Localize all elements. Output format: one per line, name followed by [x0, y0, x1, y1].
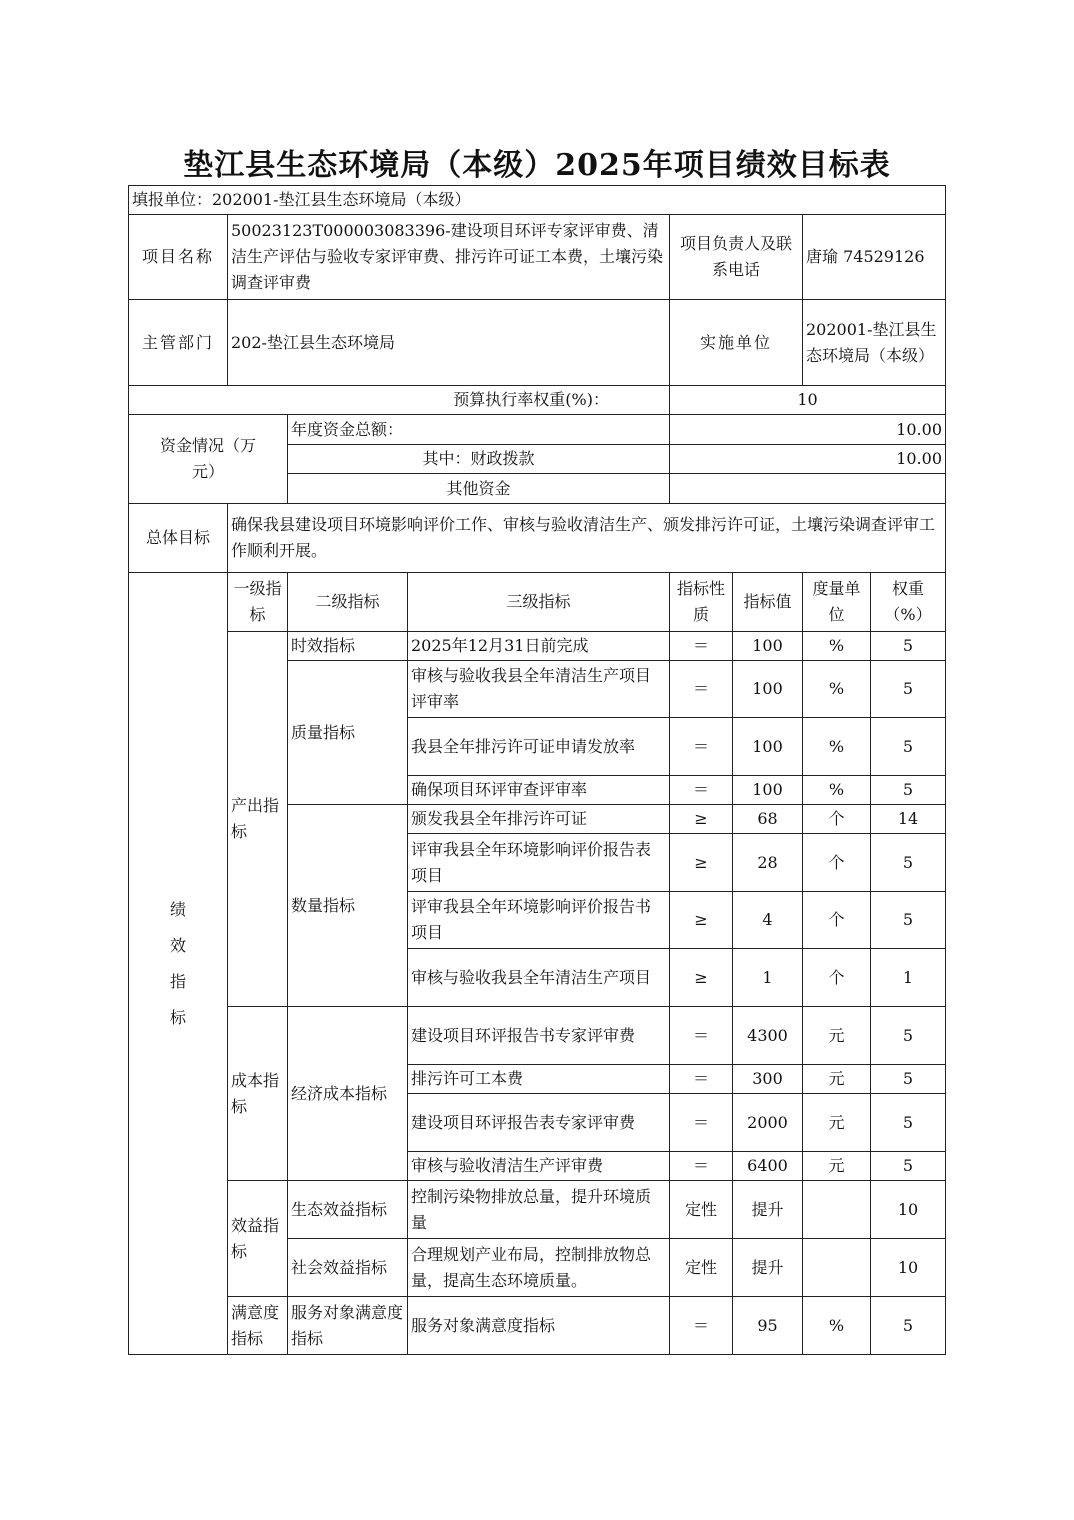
indicator-unit: % — [803, 1297, 871, 1355]
indicator-name: 审核与验收我县全年清洁生产项目 — [408, 949, 670, 1007]
budget-rate-value: 10 — [670, 386, 946, 415]
group-satisfaction: 满意度指标 — [228, 1297, 288, 1355]
indicator-nature: ≥ — [670, 834, 733, 892]
indicator-weight: 5 — [871, 892, 946, 949]
header-l2: 二级指标 — [288, 573, 408, 632]
indicator-weight: 5 — [871, 1065, 946, 1094]
table-row — [129, 632, 946, 661]
indicator-unit — [803, 1239, 871, 1297]
indicator-value: 28 — [733, 834, 803, 892]
table-row — [129, 1297, 946, 1355]
indicator-name: 审核与验收我县全年清洁生产项目评审率 — [408, 661, 670, 718]
group-econ-cost: 经济成本指标 — [288, 1007, 408, 1181]
indicator-unit: % — [803, 718, 871, 776]
indicator-value: 100 — [733, 776, 803, 805]
funds-label: 资金情况（万元） — [129, 415, 288, 504]
indicator-name: 控制污染物排放总量，提升环境质量 — [408, 1181, 670, 1239]
header-l1: 一级指标 — [228, 573, 288, 632]
performance-target-table — [128, 185, 946, 1355]
other-funds-label: 其他资金 — [288, 474, 670, 504]
total-funds-value: 10.00 — [670, 415, 946, 445]
indicator-unit: 个 — [803, 834, 871, 892]
indicator-unit: 元 — [803, 1007, 871, 1065]
fill-unit: 填报单位：202001-垫江县生态环境局（本级） — [129, 186, 946, 215]
overall-goal-label: 总体目标 — [129, 504, 228, 573]
group-timeliness: 时效指标 — [288, 632, 408, 661]
dept-value: 202-垫江县生态环境局 — [228, 300, 670, 386]
indicator-weight: 5 — [871, 1297, 946, 1355]
indicator-value: 100 — [733, 661, 803, 718]
group-service-satisfaction: 服务对象满意度指标 — [288, 1297, 408, 1355]
project-leader-label: 项目负责人及联系电话 — [670, 215, 803, 300]
indicator-value: 100 — [733, 718, 803, 776]
overall-goal-text: 确保我县建设项目环境影响评价工作、审核与验收清洁生产、颁发排污许可证，土壤污染调查评审工作顺利开展。 — [228, 504, 946, 573]
indicator-nature: ≥ — [670, 805, 733, 834]
fiscal-funds-label: 其中：财政拨款 — [288, 445, 670, 474]
impl-unit-value: 202001-垫江县生态环境局（本级） — [803, 300, 946, 386]
group-output: 产出指标 — [228, 632, 288, 1007]
indicator-unit: 元 — [803, 1065, 871, 1094]
indicator-value: 95 — [733, 1297, 803, 1355]
indicator-value: 2000 — [733, 1094, 803, 1152]
indicator-unit: % — [803, 661, 871, 718]
group-cost: 成本指标 — [228, 1007, 288, 1181]
indicator-weight: 5 — [871, 834, 946, 892]
indicator-name: 2025年12月31日前完成 — [408, 632, 670, 661]
other-funds-value — [670, 474, 946, 504]
indicator-unit — [803, 1181, 871, 1239]
indicator-nature: ＝ — [670, 661, 733, 718]
indicator-name: 建设项目环评报告表专家评审费 — [408, 1094, 670, 1152]
group-eco-benefit: 生态效益指标 — [288, 1181, 408, 1239]
indicator-nature: ＝ — [670, 1065, 733, 1094]
indicator-name: 我县全年排污许可证申请发放率 — [408, 718, 670, 776]
indicator-nature: ≥ — [670, 892, 733, 949]
group-benefit: 效益指标 — [228, 1181, 288, 1297]
indicator-nature: ＝ — [670, 1007, 733, 1065]
indicator-value: 4300 — [733, 1007, 803, 1065]
indicator-nature: ＝ — [670, 1297, 733, 1355]
indicator-name: 颁发我县全年排污许可证 — [408, 805, 670, 834]
indicator-unit: 元 — [803, 1152, 871, 1181]
indicator-name: 评审我县全年环境影响评价报告书项目 — [408, 892, 670, 949]
header-weight: 权重（%） — [871, 573, 946, 632]
indicator-nature: ≥ — [670, 949, 733, 1007]
budget-rate-label: 预算执行率权重(%)： — [129, 386, 670, 415]
indicator-weight: 5 — [871, 1094, 946, 1152]
indicator-weight: 5 — [871, 1007, 946, 1065]
perf-indicators-label: 绩效指标 — [129, 573, 228, 1355]
indicator-name: 排污许可工本费 — [408, 1065, 670, 1094]
project-name-value: 50023123T000003083396-建设项目环评专家评审费、清洁生产评估与验收专家评审费、排污许可证工本费，土壤污染调查评审费 — [228, 215, 670, 300]
group-quantity: 数量指标 — [288, 805, 408, 1007]
header-value: 指标值 — [733, 573, 803, 632]
indicator-weight: 1 — [871, 949, 946, 1007]
table-row — [129, 1007, 946, 1065]
fiscal-funds-value: 10.00 — [670, 445, 946, 474]
indicator-nature: ＝ — [670, 1094, 733, 1152]
indicator-nature: 定性 — [670, 1181, 733, 1239]
dept-label: 主管部门 — [129, 300, 228, 386]
header-unit: 度量单位 — [803, 573, 871, 632]
indicator-nature: ＝ — [670, 632, 733, 661]
indicator-name: 建设项目环评报告书专家评审费 — [408, 1007, 670, 1065]
header-l3: 三级指标 — [408, 573, 670, 632]
indicator-value: 1 — [733, 949, 803, 1007]
table-row — [129, 1181, 946, 1239]
indicator-name: 评审我县全年环境影响评价报告表项目 — [408, 834, 670, 892]
indicator-nature: 定性 — [670, 1239, 733, 1297]
indicator-unit: 个 — [803, 949, 871, 1007]
group-quality: 质量指标 — [288, 661, 408, 805]
indicator-name: 服务对象满意度指标 — [408, 1297, 670, 1355]
indicator-nature: ＝ — [670, 1152, 733, 1181]
indicator-unit: % — [803, 632, 871, 661]
indicator-name: 确保项目环评审查评审率 — [408, 776, 670, 805]
indicator-unit: 个 — [803, 805, 871, 834]
indicator-nature: ＝ — [670, 776, 733, 805]
indicator-value: 300 — [733, 1065, 803, 1094]
indicator-weight: 10 — [871, 1181, 946, 1239]
indicator-value: 提升 — [733, 1239, 803, 1297]
header-nature: 指标性质 — [670, 573, 733, 632]
project-leader-value: 唐瑜 74529126 — [803, 215, 946, 300]
indicator-weight: 14 — [871, 805, 946, 834]
indicator-weight: 10 — [871, 1239, 946, 1297]
indicator-unit: % — [803, 776, 871, 805]
indicator-nature: ＝ — [670, 718, 733, 776]
project-name-label: 项目名称 — [129, 215, 228, 300]
indicator-value: 6400 — [733, 1152, 803, 1181]
indicator-value: 100 — [733, 632, 803, 661]
indicator-weight: 5 — [871, 776, 946, 805]
indicator-name: 审核与验收清洁生产评审费 — [408, 1152, 670, 1181]
indicator-value: 68 — [733, 805, 803, 834]
indicator-name: 合理规划产业布局，控制排放物总量，提高生态环境质量。 — [408, 1239, 670, 1297]
indicator-weight: 5 — [871, 718, 946, 776]
indicator-weight: 5 — [871, 632, 946, 661]
impl-unit-label: 实施单位 — [670, 300, 803, 386]
group-social-benefit: 社会效益指标 — [288, 1239, 408, 1297]
indicator-unit: 个 — [803, 892, 871, 949]
indicator-weight: 5 — [871, 1152, 946, 1181]
indicator-value: 提升 — [733, 1181, 803, 1239]
total-funds-label: 年度资金总额： — [288, 415, 670, 445]
indicator-unit: 元 — [803, 1094, 871, 1152]
indicator-weight: 5 — [871, 661, 946, 718]
indicator-value: 4 — [733, 892, 803, 949]
page-title: 垫江县生态环境局（本级）2025年项目绩效目标表 — [183, 148, 891, 183]
